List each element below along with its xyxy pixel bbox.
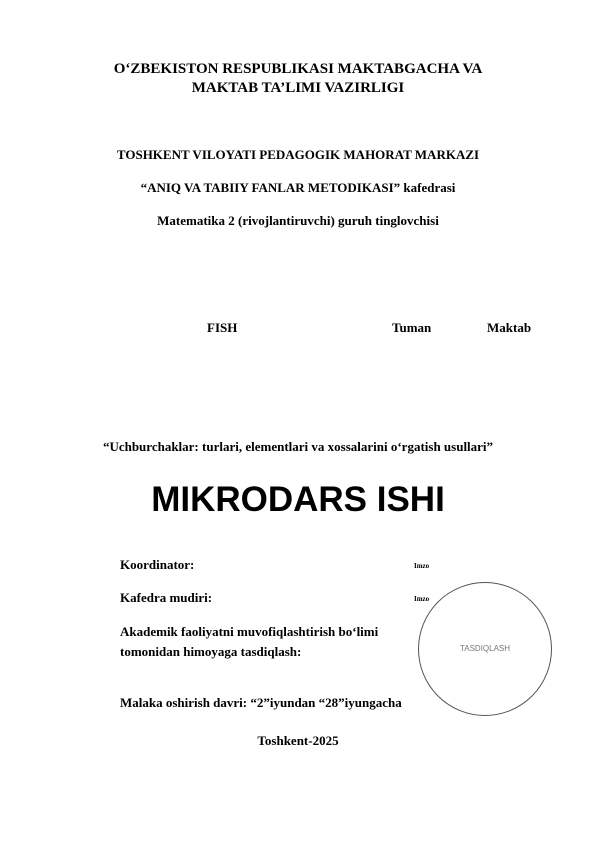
tuman-label: Tuman [392, 320, 432, 335]
stamp-label: TASDIQLASH [459, 644, 511, 653]
approval-line-2: tomonidan himoyaga tasdiqlash: [120, 644, 302, 659]
ministry-line-2: MAKTAB TA’LIMI VAZIRLIGI [191, 80, 405, 96]
head-signature: Imzo [414, 595, 430, 603]
work-title: MIKRODARS ISHI [151, 480, 445, 519]
topic-title: “Uchburchaklar: turlari, elementlari va xossalarini o‘rgatish usullari” [102, 439, 494, 454]
head-label: Kafedra mudiri: [120, 590, 213, 605]
approval-line-1: Akademik faoliyatni muvofiqlashtirish bo‘limi [120, 624, 379, 639]
coordinator-signature: Imzo [414, 562, 430, 570]
fish-label: FISH [207, 320, 238, 335]
center-name: TOSHKENT VILOYATI PEDAGOGIK MAHORAT MARKAZI [116, 147, 480, 162]
group-name: Matematika 2 (rivojlantiruvchi) guruh tinglovchisi [157, 213, 439, 228]
coordinator-label: Koordinator: [120, 557, 195, 572]
city-year: Toshkent-2025 [257, 733, 339, 748]
maktab-label: Maktab [487, 320, 532, 335]
ministry-line-1: O‘ZBEKISTON RESPUBLIKASI MAKTABGACHA VA [113, 61, 483, 77]
department-name: “ANIQ VA TABIIY FANLAR METODIKASI” kafedrasi [140, 180, 456, 195]
training-period: Malaka oshirish davri: “2”iyundan “28”iyungacha [120, 695, 402, 710]
approval-block [120, 622, 378, 662]
ministry-heading [0, 60, 596, 98]
